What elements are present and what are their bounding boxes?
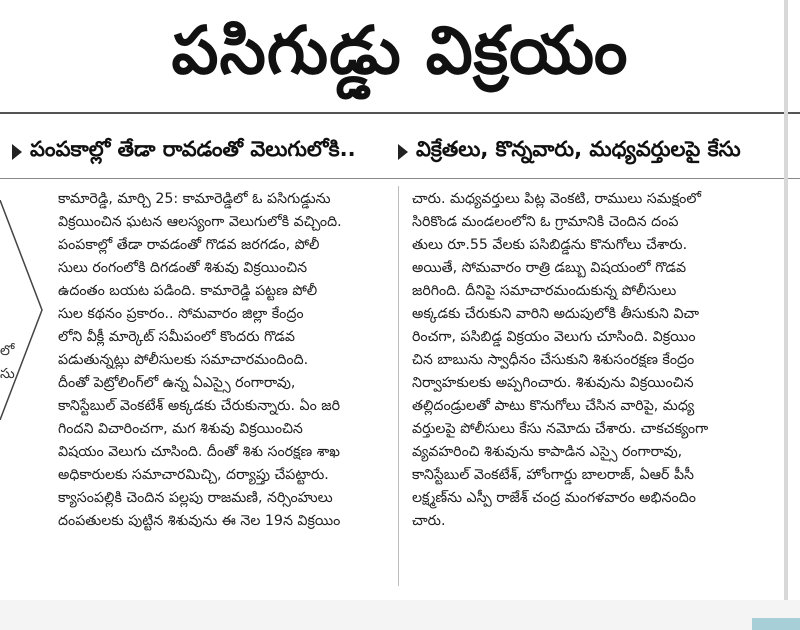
- page-edge: [784, 0, 788, 600]
- article-line: క్యాసంపల్లికి చెందిన పల్లపు రాజమణి, నర్సింహులు: [58, 490, 333, 506]
- article-column-right: [412, 188, 762, 588]
- headline-rule: [0, 112, 800, 114]
- article-line: సిరికొండ మండలంలోని ఓ గ్రామానికి చెందిన దంప: [412, 214, 679, 230]
- article-line: రించగా, పసిబిడ్డ విక్రయం వెలుగు చూసింది. విక్రయిం: [412, 329, 696, 345]
- bullet-arrow-icon: [12, 144, 22, 160]
- article-line: చారు. మధ్యవర్తులు పిట్ల వెంకటి, రాములు సమక్షంలో: [412, 191, 701, 207]
- article-line: విషయం వెలుగు చూసింది. దీంతో శిశు సంరక్షణ శాఖ: [58, 444, 340, 460]
- subhead-left: [12, 132, 388, 172]
- article-line: పంపకాల్లో తేడా రావడంతో గొడవ జరగడం, పోలీ: [58, 237, 320, 253]
- article-line: సులు రంగంలోకి దిగడంతో శిశువు విక్రయించిన: [58, 260, 308, 276]
- bullet-arrow-icon: [398, 144, 408, 160]
- article-line: గిందని విచారించగా, మగ శిశువు విక్రయించిన: [58, 421, 303, 437]
- adjacent-article-arrow-icon: [0, 200, 46, 420]
- corner-mark: [752, 618, 800, 630]
- article-line: దీంతో పెట్రోలింగ్‌లో ఉన్న ఏఎస్సై రంగారావు,: [58, 375, 296, 391]
- article-line: అక్కడకు చేరుకుని వారిని అదుపులోకి తీసుకుని విచా: [412, 306, 700, 322]
- article-line: చిన బాబును స్వాధీనం చేసుకుని శిశుసంరక్షణ కేంద్రం: [412, 352, 695, 368]
- article-line: ఉదంతం బయట పడింది. కామారెడ్డి పట్టణ పోలీ: [58, 283, 318, 299]
- page-bottom-margin: [0, 600, 800, 630]
- article-line: పడుతున్నట్లు పోలీసులకు సమాచారమందింది.: [58, 352, 309, 368]
- article-line: వర్తులపై పోలీసులు కేసు నమోదు చేశారు. చాకచక్యంగా: [412, 421, 709, 437]
- subhead-rule: [0, 178, 800, 179]
- article-line: కానిస్టేబుల్ వెంకటేశ్, హోంగార్డు బాలరాజ్, ఏఆర్ పీసీ: [412, 467, 694, 483]
- article-line: చారు.: [412, 513, 446, 529]
- article-line: అధికారులకు సమాచారమిచ్చి, దర్యాప్తు చేపట్టారు.: [58, 467, 329, 483]
- article-line: దంపతులకు పుట్టిన శిశువును ఈ నెల 19న విక్రయిం: [58, 513, 341, 529]
- article-line: కానిస్టేబుల్ వెంకటేశ్ అక్కడకు చేరుకున్నారు. ఏం జరి: [58, 398, 341, 414]
- article-line: లక్ష్మణ్‌ను ఎస్పీ రాజేశ్ చంద్ర మంగళవారం అభినందిం: [412, 490, 696, 506]
- article-line: జరిగింది. దీనిపై సమాచారమందుకున్న పోలీసులు: [412, 283, 677, 299]
- article-line: కామారెడ్డి, మార్చి 25: కామారెడ్డిలో ఓ పసిగుడ్డును: [58, 191, 331, 207]
- article-line: విక్రయించిన ఘటన ఆలస్యంగా వెలుగులోకి వచ్చింది.: [58, 214, 342, 230]
- adjacent-article-fragment: [0, 340, 30, 386]
- article-line: తల్లిదండ్రులతో పాటు కొనుగోలు చేసిన వారిపై, మధ్య: [412, 398, 695, 414]
- article-line: అయితే, సోమవారం రాత్రి డబ్బు విషయంలో గొడవ: [412, 260, 687, 276]
- column-divider: [398, 186, 399, 586]
- article-line: లోని వీక్లీ మార్కెట్ సమీపంలో కొందరు గొడవ: [58, 329, 295, 345]
- headline: [0, 8, 800, 108]
- article-column-left: [58, 188, 390, 588]
- article-line: తులు రూ.55 వేలకు పసిబిడ్డను కొనుగోలు చేశారు.: [412, 237, 688, 253]
- subhead-right-text: విక్రేతలు, కొన్నవారు, మధ్యవర్తులపై కేసు: [416, 137, 741, 161]
- article-line: వ్యవహరించి శిశువును కాపాడిన ఎస్సై రంగారావు,: [412, 444, 683, 460]
- article-line: సుల కథనం ప్రకారం.. సోమవారం జిల్లా కేంద్రం: [58, 306, 304, 322]
- fragment-line: లో: [0, 343, 15, 359]
- headline-text: పసిగుడ్డు విక్రయం: [171, 11, 629, 89]
- article-line: నిర్వాహకులకు అప్పగించారు. శిశువును విక్రయించిన: [412, 375, 694, 391]
- subhead-left-text: పంపకాల్లో తేడా రావడంతో వెలుగులోకి..: [30, 137, 356, 161]
- subhead-right: [398, 132, 790, 172]
- fragment-line: సు: [0, 366, 15, 382]
